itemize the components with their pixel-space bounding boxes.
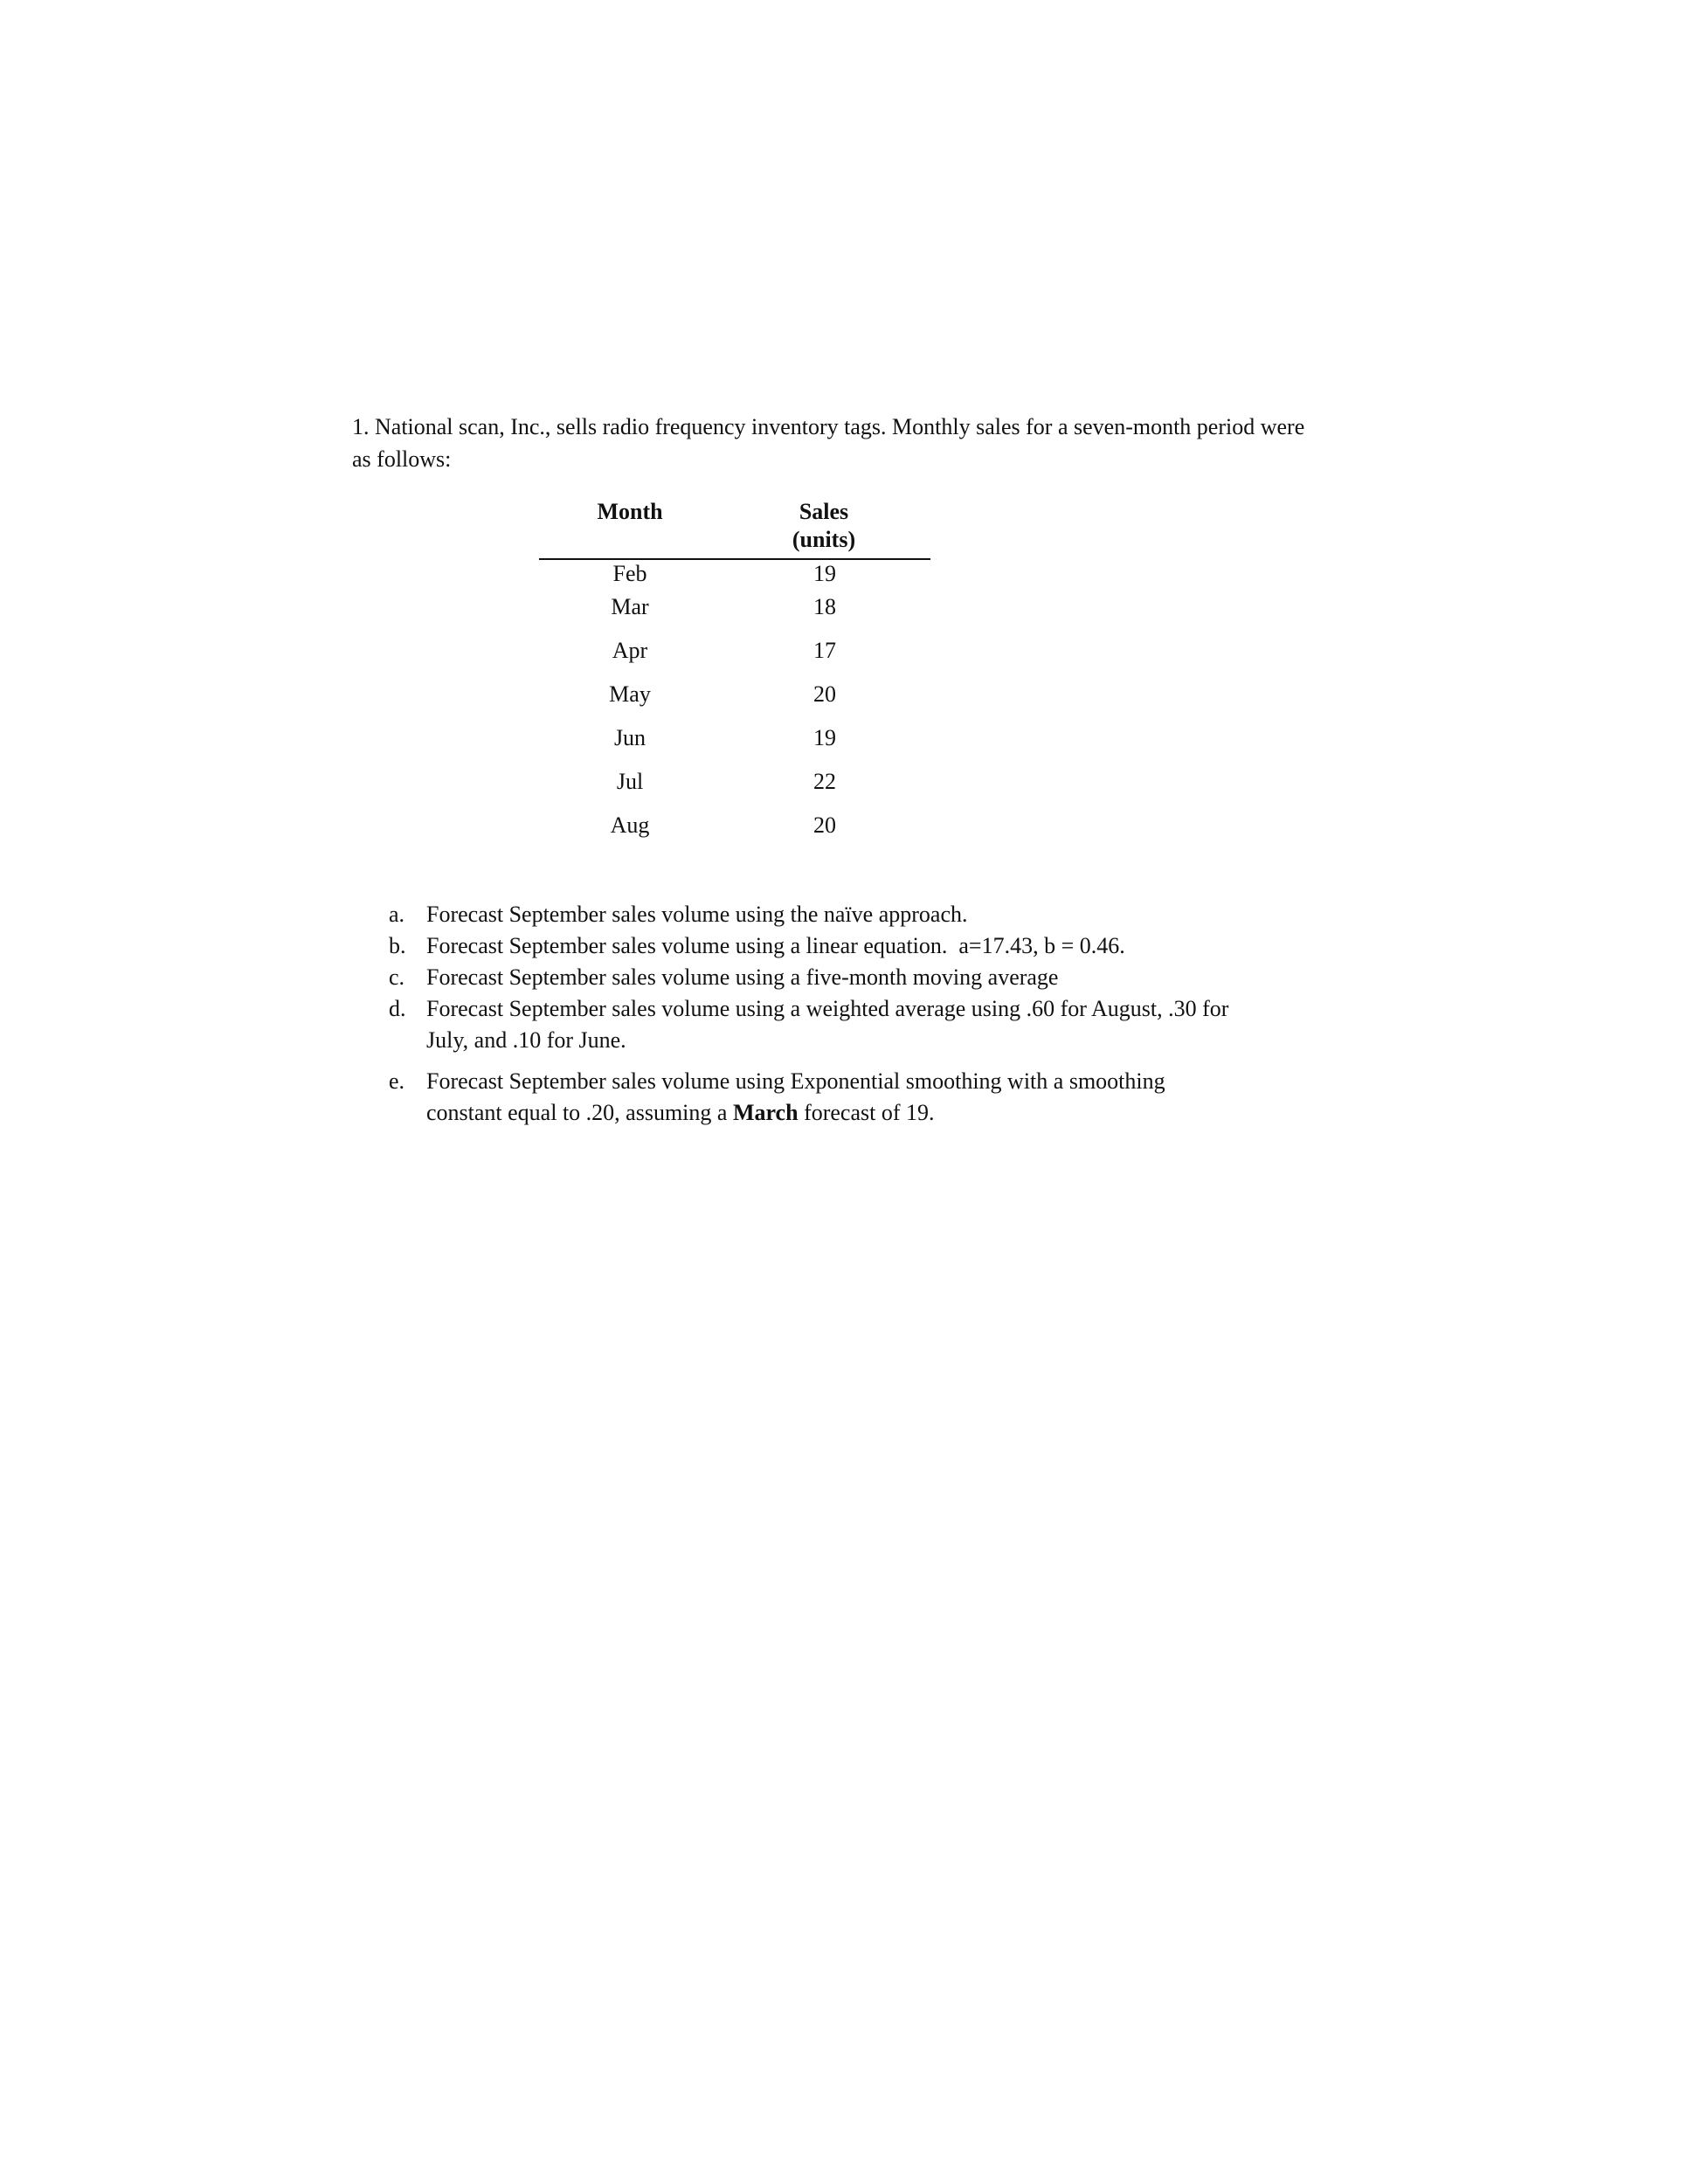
question-text: Forecast September sales volume using a weighted average using .60 for August, .30 for July, and .10 for June. (426, 996, 1229, 1053)
question-text (426, 1066, 1239, 1129)
table-body (539, 560, 930, 850)
table-row (539, 675, 930, 719)
emphasized-month: March (732, 1100, 799, 1125)
sales-cell: 19 (813, 561, 836, 586)
sales-cell: 20 (813, 681, 836, 707)
question-label: d. (389, 996, 406, 1021)
month-cell: Apr (612, 638, 648, 663)
question-item-e (389, 1066, 1350, 1129)
question-item-c (389, 962, 1350, 993)
question-list (389, 899, 1350, 1129)
month-cell: Feb (612, 561, 647, 586)
question-text: Forecast September sales volume using the naïve approach. (426, 902, 968, 927)
question-label: e. (389, 1068, 405, 1094)
question-label: a. (389, 902, 405, 927)
month-cell: Jun (613, 725, 646, 750)
question-text: Forecast September sales volume using a five-month moving average (426, 964, 1059, 990)
month-cell: Mar (611, 594, 649, 619)
question-text-part: forecast of 19. (798, 1100, 935, 1125)
sales-cell: 22 (813, 769, 836, 794)
month-cell: Jul (616, 769, 644, 794)
table-row (539, 763, 930, 806)
table-row (539, 588, 930, 632)
question-item-a (389, 899, 1350, 930)
sales-header-units: (units) (792, 527, 856, 552)
sales-cell: 19 (813, 725, 836, 750)
sales-cell: 20 (813, 812, 836, 838)
table-row (539, 719, 930, 763)
question-text-part: Forecast September sales volume using Exponential smoothing with a smoothing constant equal to .20, assuming a (426, 1068, 1165, 1125)
sales-table (539, 498, 930, 850)
question-text: Forecast September sales volume using a linear equation. a=17.43, b = 0.46. (426, 933, 1125, 958)
table-row (539, 560, 930, 588)
table-row (539, 632, 930, 675)
column-header-sales (771, 498, 876, 554)
column-header-month (577, 498, 682, 526)
month-cell: Aug (610, 812, 650, 838)
table-header (539, 498, 930, 560)
table-row (539, 806, 930, 850)
question-item-d (389, 993, 1350, 1056)
month-cell: May (609, 681, 651, 707)
question-label: b. (389, 933, 406, 958)
question-item-b (389, 930, 1350, 962)
sales-cell: 17 (813, 638, 836, 663)
month-header-label: Month (597, 499, 663, 524)
question-label: c. (389, 964, 405, 990)
sales-header-label: Sales (799, 499, 849, 524)
problem-intro: 1. National scan, Inc., sells radio frequency inventory tags. Monthly sales for a seven-month period were as follows: (352, 414, 1305, 472)
sales-cell: 18 (813, 594, 836, 619)
